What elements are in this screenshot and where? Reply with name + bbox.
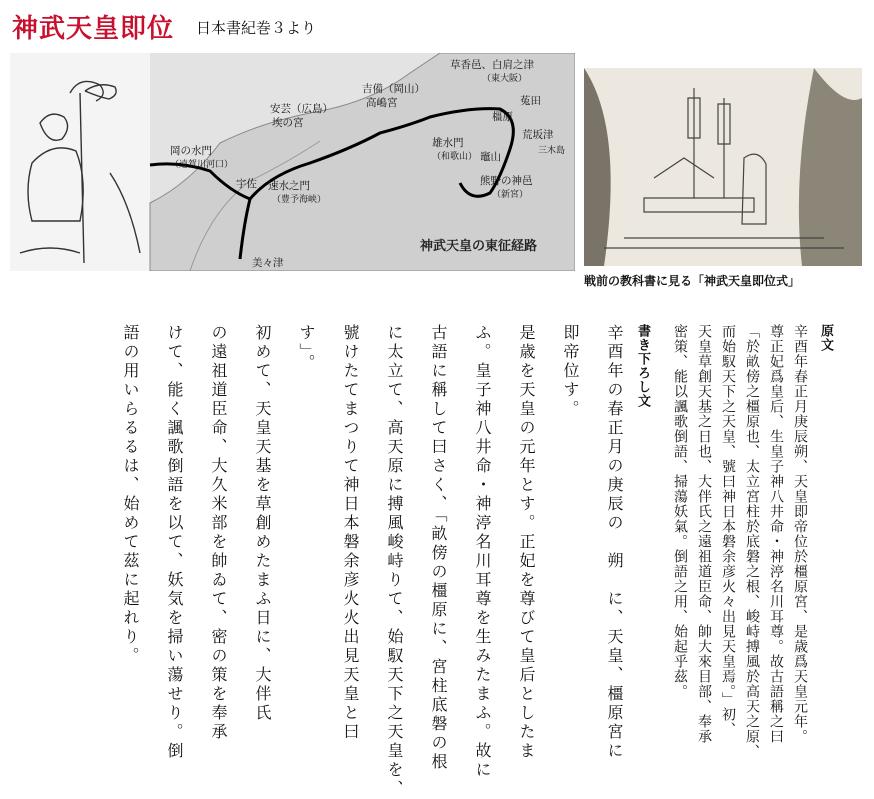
enthronement-ceremony-icon (584, 68, 862, 266)
map-place-okanominato-note: （遠賀川河口） (170, 160, 234, 170)
map-place-mimitsu: 美々津 (252, 257, 284, 269)
kakikudashi-line: ふ。皇子神八井命・神渟名川耳尊を生みたまふ。故に (473, 324, 492, 780)
page-title: 神武天皇即位 (12, 14, 175, 44)
map-place-okanominato: 岡の水門 (170, 145, 212, 157)
genbun-line: 尊正妃爲皇后、生皇子神八井命・神渟名川耳尊。故古語稱之曰 (768, 324, 784, 744)
kakikudashi-heading: 書き下ろし文 (635, 324, 650, 408)
kakikudashi-line: に太立て、高天原に搏風峻峙りて、始馭天下之天皇を、 (385, 324, 404, 799)
map-place-usa: 宇佐 (236, 178, 257, 190)
genbun-heading: 原文 (818, 324, 833, 352)
map-place-arasaka: 荒坂津 (522, 129, 554, 141)
kakikudashi-line: 即帝位す。 (561, 324, 580, 419)
enthronement-illustration (584, 68, 862, 266)
map-place-enomiya: 埃の宮 (272, 117, 304, 129)
map-place-kibi: 吉備（岡山） (362, 83, 425, 95)
kakikudashi-line: 語の用いらるるは、始めて茲に起れり。 (121, 324, 140, 666)
kakikudashi-line: 辛酉年の春正月の庚辰の 朔 に、天皇、橿原宮に (605, 324, 624, 761)
genbun-line: 密策、能以諷歌倒語、掃蕩妖氣。倒語之用、始起乎茲。 (672, 324, 688, 699)
map-place-takashima: 高嶋宮 (366, 97, 398, 109)
map-place-kumano-note: （新宮） (492, 190, 529, 200)
map-place-hayasuinato: 速水之門 (268, 180, 310, 192)
kakikudashi-line: の遠祖道臣命、大久米部を帥ゐて、密の策を奉承 (209, 324, 228, 742)
map-place-aki: 安芸（広島） (270, 103, 333, 115)
kakikudashi-line: 是歳を天皇の元年とす。正妃を尊びて皇后としたま (517, 324, 536, 761)
kakikudashi-line: す」。 (297, 324, 316, 373)
genbun-line: 而始馭天下之天皇、號曰神日本磐余彦火々出見天皇焉。」初、 (720, 324, 736, 737)
map-place-mikishima: 三木島 (538, 146, 566, 156)
page-subtitle: 日本書紀巻３より (196, 19, 317, 37)
kakikudashi-line: けて、能く諷歌倒語を以て、妖気を掃い蕩せり。倒 (165, 324, 184, 761)
genbun-line: 「於畝傍之橿原也、太立宮柱於底磐之根、峻峙搏風於高天之原、 (744, 324, 760, 759)
illustration-caption: 戦前の教科書に見る「神武天皇即位式」 (584, 274, 801, 288)
map-place-kashihara: 橿原 (492, 111, 513, 123)
map-place-kusaka-note: （東大阪） (482, 74, 528, 84)
map-place-hayasuinato-note: （豊予海峡） (272, 195, 327, 205)
map-place-kusaka: 草香邑、白肩之津 (450, 59, 534, 71)
map-place-onominato-note: （和歌山） (432, 152, 478, 162)
eastern-expedition-map (10, 53, 575, 271)
map-place-uda: 菟田 (520, 95, 541, 107)
map-place-kamayama: 竈山 (480, 151, 501, 163)
kakikudashi-line: 初めて、天皇天基を草創めたまふ日に、大伴氏 (253, 324, 272, 723)
kakikudashi-line: 古語に稱して曰さく、「畝傍の橿原に、宮柱底磐の根 (429, 324, 448, 772)
genbun-line: 辛酉年春正月庚辰朔、天皇即帝位於橿原宮、是歳爲天皇元年。 (792, 324, 808, 744)
map-title: 神武天皇の東征経路 (420, 239, 538, 254)
kakikudashi-line: 號けたてまつりて神日本磐余彦火火出見天皇と曰 (341, 324, 360, 742)
map-place-kumano: 熊野の神邑 (480, 175, 533, 187)
genbun-line: 天皇草創天基之日也、大伴氏之遠祖道臣命、帥大來目部、奉承 (696, 324, 712, 744)
map-place-onominato: 雄水門 (432, 137, 464, 149)
